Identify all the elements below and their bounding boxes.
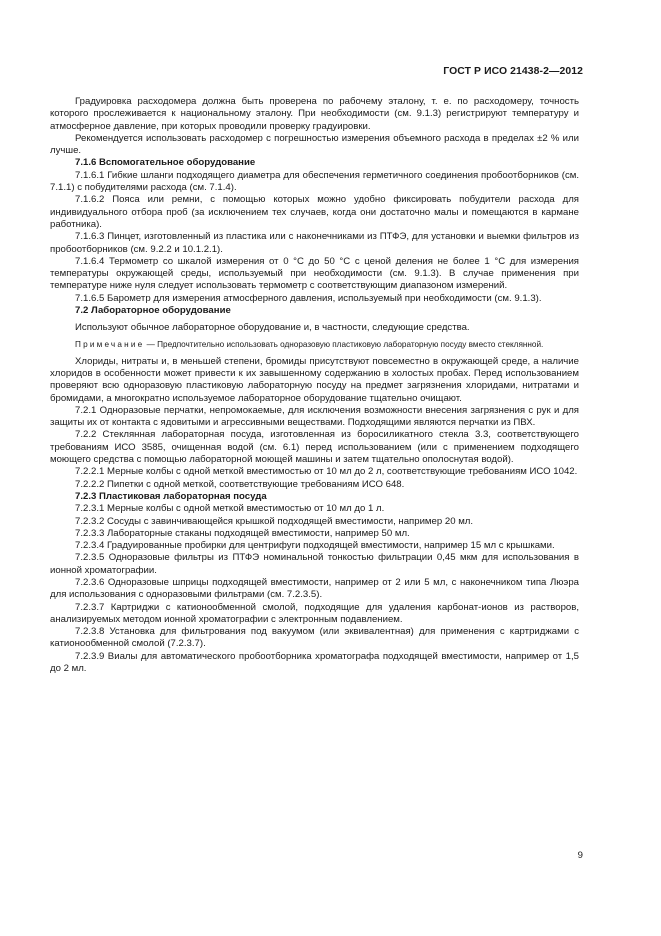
- paragraph: Используют обычное лабораторное оборудование и, в частности, следующие средства.: [75, 322, 470, 334]
- paragraph: 7.2.3.7 Картриджи с катионообменной смолой, подходящие для удаления карбонат-ионов из растворов, анализируемых методом ионной хроматографии с электронным подавлением.: [50, 601, 579, 625]
- paragraph: 7.2.3.2 Сосуды с завинчивающейся крышкой подходящей вместимости, например 20 мл.: [75, 515, 474, 527]
- paragraph: 7.1.6.2 Пояса или ремни, с помощью которых можно удобно фиксировать побудители расхода для индивидуального отбора проб (за исключением тех случаев, когда они достаточно малы и помещаются в кармане работника).: [50, 194, 579, 230]
- note: Примечание — Предпочтительно использовать одноразовую пластиковую лабораторную посуду вместо стеклянной.: [75, 339, 544, 349]
- paragraph: 7.1.6.4 Термометр со шкалой измерения от 0 °С до 50 °С с ценой деления не более 1 °С для измерения температуры окружающей среды, используемый при необходимости (см. 9.1.3). В случае применения при температуре ниже нуля следует использовать термометр с соответствующим диапазоном измерений.: [50, 255, 579, 292]
- paragraph: 7.2.2.1 Мерные колбы с одной меткой вместимостью от 10 мл до 2 л, соответствующие требованиям ИСО 1042.: [75, 466, 578, 478]
- paragraph: 7.2.1 Одноразовые перчатки, непромокаемые, для исключения возможности внесения загрязнения с рук и для защиты их от контакта с ядовитыми и агрессивными веществами. Подходящими являются перчатки из ПВХ.: [50, 404, 579, 429]
- paragraph: 7.1.6.3 Пинцет, изготовленный из пластика или с наконечниками из ПТФЭ, для установки и выемки фильтров из пробоотборников (см. 9.2.2 и 10.1.2.1).: [50, 231, 579, 255]
- paragraph: 7.1.6.5 Барометр для измерения атмосферного давления, используемый при необходимости (см. 9.1.3).: [75, 292, 542, 304]
- section-heading-7-1-6: 7.1.6 Вспомогательное оборудование: [75, 157, 256, 169]
- standard-code-header: ГОСТ Р ИСО 21438-2—2012: [443, 66, 583, 77]
- page-body: [50, 96, 579, 675]
- paragraph: 7.2.2 Стеклянная лабораторная посуда, изготовленная из боросиликатного стекла 3.3, соответствующего требованиям ИСО 3585, очищенная водой (см. 6.1) перед использованием (или с применением подходящего моющего средства с помощью лабораторной моющей машины и затем тщательно ополоснутая водой).: [50, 429, 579, 466]
- paragraph: Рекомендуется использовать расходомер с погрешностью измерения объемного расхода в пределах ±2 % или лучше.: [50, 132, 579, 157]
- paragraph: 7.2.3.8 Установка для фильтрования под вакуумом (или эквивалентная) для применения с картриджами с катионообменной смолой (7.2.3.7).: [50, 626, 579, 650]
- paragraph: 7.2.3.9 Виалы для автоматического пробоотборника хроматографа подходящей вместимости, например от 1,5 до 2 мл.: [50, 650, 579, 675]
- paragraph: 7.2.2.2 Пипетки с одной меткой, соответствующие требованиям ИСО 648.: [75, 478, 405, 490]
- paragraph: Градуировка расходомера должна быть проверена по рабочему эталону, т. е. по расходомеру, точность которого прослеживается к национальному эталону. При необходимости (см. 9.1.3) регистрируют температуру и атмосферное давление, при которых проводили проверку градуировки.: [50, 96, 579, 132]
- paragraph: 7.1.6.1 Гибкие шланги подходящего диаметра для обеспечения герметичного соединения пробоотборников (см. 7.1.1) с побудителями расхода (см. 7.1.4).: [50, 169, 579, 194]
- paragraph: 7.2.3.5 Одноразовые фильтры из ПТФЭ номинальной тонкостью фильтрации 0,45 мкм для использования в ионной хроматографии.: [50, 552, 579, 576]
- paragraph: 7.2.3.6 Одноразовые шприцы подходящей вместимости, например от 2 или 5 мл, с наконечником типа Люэра для использования с одноразовыми фильтрами (см. 7.2.3.5).: [50, 576, 579, 601]
- paragraph: 7.2.3.4 Градуированные пробирки для центрифуги подходящей вместимости, например 15 мл с крышками.: [75, 540, 555, 552]
- paragraph: 7.2.3.1 Мерные колбы с одной меткой вместимостью от 10 мл до 1 л.: [75, 503, 385, 515]
- page-number: 9: [577, 850, 583, 861]
- note-label: Примечание: [75, 339, 145, 349]
- paragraph: 7.2.3.3 Лабораторные стаканы подходящей вместимости, например 50 мл.: [75, 527, 410, 539]
- section-heading-7-2: 7.2 Лабораторное оборудование: [75, 305, 231, 317]
- note-text: Предпочтительно использовать одноразовую пластиковую лабораторную посуду вместо стеклянной.: [157, 339, 544, 349]
- paragraph: Хлориды, нитраты и, в меньшей степени, бромиды присутствуют повсеместно в окружающей среде, а наличие хлоридов в особенности может привести к их завышенному содержанию в холостых пробах. Перед использованием проверяют всю одноразовую пластиковую лабораторную посуду на предмет загрязнения хлоридами, нитратами и бромидами, а многократно используемое лабораторное оборудование тщательно очищают.: [50, 355, 579, 404]
- section-heading-7-2-3: 7.2.3 Пластиковая лабораторная посуда: [75, 490, 267, 502]
